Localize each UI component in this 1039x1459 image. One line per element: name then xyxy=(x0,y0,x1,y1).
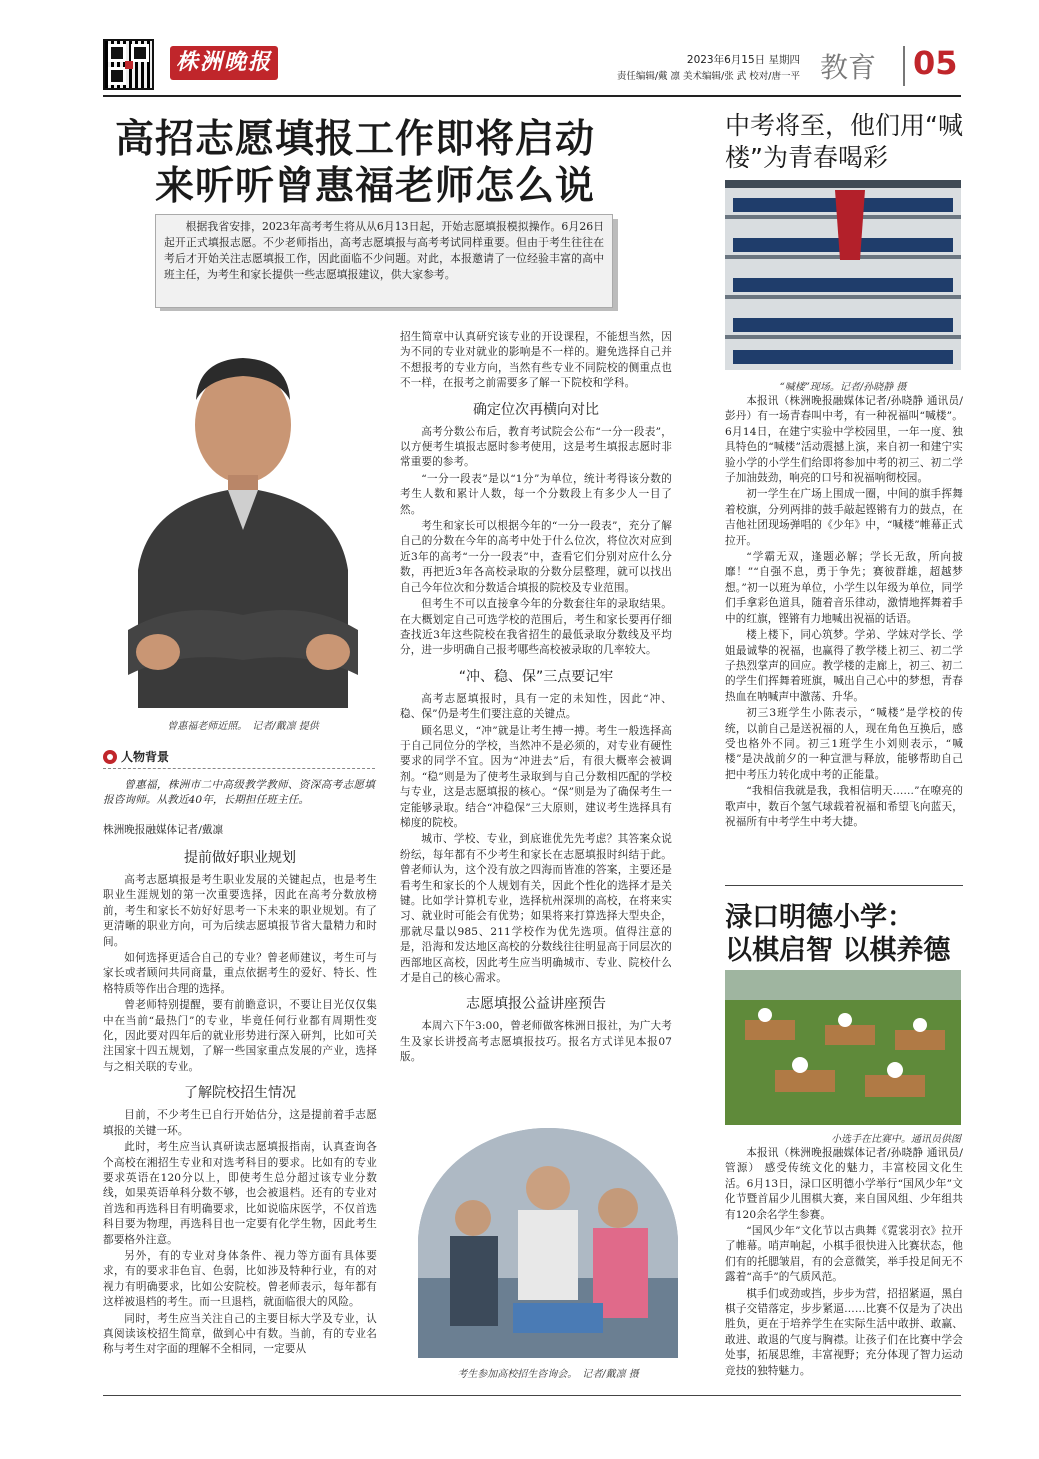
section-heading: 确定位次再横向对比 xyxy=(473,401,599,418)
right-section-rule xyxy=(725,885,963,886)
portrait-photo xyxy=(118,330,368,708)
paragraph: 另外，有的专业对身体条件、视力等方面有具体要求，有的要求非色盲、色弱，比如涉及特种行业，有的对视力有明确要求，比如公安院校。曾老师表示，每年都有这样被退档的考生。而一旦退档，就面临很大的风险。 xyxy=(103,1249,377,1309)
chess-caption: 小选手在比赛中。通讯员供图 xyxy=(831,1134,961,1145)
consultation-caption: 考生参加高校招生咨询会。 记者/戴凛 摄 xyxy=(457,1369,639,1380)
paragraph: 顾名思义，“冲”就是让考生搏一搏。考生一般选择高于自己同位分的学校，当然冲不是必须的，对专业有硬性要求的同学不宜。因为“冲进去”后，有很大概率会被调剂。“稳”则是为了使考生录取到与自己分数相匹配的学校与专业，这是志愿填报的核心。“保”则是为了确保考生一定能够录取。结合“冲稳保”三大原则，建议考生选择具有梯度的院校。 xyxy=(400,724,672,829)
portrait-caption: 曾惠福老师近照。 记者/戴凛 提供 xyxy=(167,721,319,732)
right-top-body xyxy=(725,394,963,831)
section-name: 教育 xyxy=(820,51,877,84)
paragraph: “国风少年”文化节以古典舞《霓裳羽衣》拉开了帷幕。哨声响起，小棋手很快进入比赛状态，他们有的托腮皱眉，有的会意微笑，举手投足间无不露着“高手”的气质风范。 xyxy=(725,1225,963,1284)
middle-column xyxy=(400,330,672,1067)
paragraph: 初三3班学生小陈表示，“喊楼”是学校的传统，以前自己是送祝福的人，现在角色互换后，感受也格外不同。初三1班学生小刘则表示，“喊楼”是决战前夕的一种宣泄与释放，能够帮助自己把中考压力转化成中考的正能量。 xyxy=(725,707,963,781)
paragraph: 棋手们或劲或挡，步步为营，招招紧逼，黑白棋子交错落定，步步紧逼……比赛不仅是为了决出胜负，更在于培养学生在实际生活中敢拼、敢赢、敢进、敢退的气度与胸襟。让孩子们在比赛中学会处事，拓展思维，丰富视野；充分体现了智力运动竞技的独特魅力。 xyxy=(725,1287,963,1377)
paragraph: “一分一段表”是以“1分”为单位，统计考得该分数的考生人数和累计人数，每一个分数段上有多少人一目了然。 xyxy=(400,472,672,516)
school-building-icon xyxy=(725,180,961,370)
paragraph: 高考志愿填报时，具有一定的未知性，因此“冲、稳、保”仍是考生们要注意的关键点。 xyxy=(400,692,672,721)
intro-text: 根据我省安排，2023年高考考生将从从6月13日起，开始志愿填报模拟操作。6月26日起开正式填报志愿。不少老师指出，高考志愿填报与高考考试同样重要。但由于考生往往在考后才开始关注志愿填报工作，因此面临不少问题。对此，本报邀请了一位经验丰富的高中班主任，为考生和家长提供一些志愿填报建议，供大家参考。 xyxy=(164,220,604,281)
issue-date: 2023年6月15日 星期四 xyxy=(686,54,800,66)
crowd-photo-icon xyxy=(418,1128,678,1358)
paragraph: 楼上楼下，同心筑梦。学弟、学妹对学长、学姐最诚挚的祝福，也赢得了教学楼上初三、初二学子热烈掌声的回应。教学楼的走廊上，初三、初二的学生们挥舞着班旗，喊出自己心中的梦想，青春热血在呐喊声中激荡、升华。 xyxy=(725,629,963,703)
section-heading: 志愿填报公益讲座预告 xyxy=(466,996,606,1013)
hanlou-photo xyxy=(725,180,961,370)
qr-code xyxy=(103,39,154,90)
main-headline-line1: 高招志愿填报工作即将启动 xyxy=(115,117,596,162)
mid-section-3 xyxy=(400,993,672,1065)
consultation-photo xyxy=(418,1128,678,1358)
paragraph: 高考分数公布后，教育考试院会公布“一分一段表”，以方便考生填报志愿时参考使用，这是考生填报志愿时非常重要的参考。 xyxy=(400,425,672,469)
right-top-headline-line2: 楼”为青春喝彩 xyxy=(725,143,888,172)
footer-rule xyxy=(103,1395,961,1396)
mid-section-2 xyxy=(400,666,672,987)
right-bottom-headline-line1: 渌口明德小学： xyxy=(725,902,914,933)
left-column xyxy=(103,840,377,1359)
bio-label: 人物背景 xyxy=(103,748,169,765)
bio-text: 曾惠福，株洲市二中高级教学教师、资深高考志愿填报咨询师。从教近40年，长期担任班主任。 xyxy=(103,779,375,807)
byline: 株洲晚报融媒体记者/戴凛 xyxy=(103,824,224,836)
paragraph: 但考生不可以直接拿今年的分数套往年的录取结果。在大概划定自己可选学校的范围后，考生和家长要再仔细查找近3年这些院校在我省招生的最低录取分数线及平均分，进一步明确自己报考哪些高校被录取的几率较大。 xyxy=(400,598,672,657)
paragraph: 本报讯（株洲晚报融媒体记者/孙晓静 通讯员/管源） 感受传统文化的魅力，丰富校园文化生活。6月13日，渌口区明德小学举行“国风少年”文化节暨首届少儿围棋大赛，来自国风组、少年组共有120余名学生参赛。 xyxy=(725,1147,963,1221)
right-bottom-headline-line2: 以棋启智 以棋养德 xyxy=(725,935,951,966)
chess-photo xyxy=(725,970,961,1125)
bio-divider xyxy=(103,768,375,769)
editor-credits: 责任编辑/戴 凛 美术编辑/张 武 校对/唐一平 xyxy=(616,71,800,82)
page-number: 05 xyxy=(913,44,958,82)
right-bottom-body xyxy=(725,1146,963,1380)
paragraph: 考生和家长可以根据今年的“一分一段表”，充分了解自己的分数在今年的高考中处于什么位次，将位次对应到近3年的高考“一分一段表”中，查看它们分别对应什么分数，再把近3年各高校录取的分数分层整理，就可以找出自己今年位次和分数适合填报的院校及专业范围。 xyxy=(400,520,672,594)
section-divider xyxy=(903,46,905,86)
section-heading: 提前做好职业规划 xyxy=(184,850,296,866)
teacher-portrait-icon xyxy=(118,330,368,708)
paragraph: 如何选择更适合自己的专业？曾老师建议，考生可与家长或者顾问共同商量，重点依据考生的爱好、特长、性格特质等作出合理的选择。 xyxy=(103,952,377,995)
paragraph: 曾老师特别提醒，要有前瞻意识，不要让目光仅仅集中在当前“最热门”的专业，毕竟任何行业都有周期性变化，因此要对四年后的就业形势进行深入研判，比如可关注国家十四五规划，了解一些国家重点发展的产业，选择与之相关联的专业。 xyxy=(103,999,377,1073)
paragraph: 招生简章中认真研究该专业的开设课程，不能想当然，因为不同的专业对就业的影响是不一样的。避免选择自己并不想报考的专业方向，当然有些专业不同院校的侧重点也不一样，在报考之前需要多了解一下院校和学科。 xyxy=(400,331,672,390)
bio-label-icon xyxy=(103,750,117,764)
left-section-2 xyxy=(103,1082,377,1358)
newspaper-logo: 株洲晚报 xyxy=(170,46,278,80)
right-top-headline-line1: 中考将至，他们用“喊 xyxy=(725,111,963,140)
paragraph: 高考志愿填报是考生职业发展的关键起点，也是考生职业生涯规划的第一次重要选择，因此在高考分数放榜前，考生和家长不妨好好思考一下未来的职业规划。有了更清晰的职业方向，可为后续志愿填报节省大量精力和时间。 xyxy=(103,874,377,948)
section-heading: 了解院校招生情况 xyxy=(184,1085,296,1102)
paragraph: 此时，考生应当认真研读志愿填报指南，认真查询各个高校在湘招生专业和对选考科目的要求。比如有的专业要求英语在120分以上，即使考生总分超过该专业分数线，如果英语单科分数不够，也会被退档。还有的专业对首选和再选科目有明确要求，比如说临床医学，不仅首选科目要为物理，再选科目也一定要有化学生物，因此考生都要格外注意。 xyxy=(103,1141,377,1246)
paragraph: 城市、学校、专业，到底谁优先先考虑？其答案众说纷纭，每年都有不少考生和家长在志愿填报时纠结于此。曾老师认为，这个没有放之四海而皆准的答案，主要还是看考生和家长的个人规划有关，因此个性化的选择才是关键。比如学计算机专业，选择杭州深圳的高校，在将来实习、就业时可能会有优势；如果将来打算选择大型央企，那就尽量以985、211学校作为优先选项。值得注意的是，沿海和发达地区高校的分数线往往明显高于同层次的西部地区高校，因此考生应当明确城市、专业、院校什么才是自己的核心需求。 xyxy=(400,833,672,985)
chess-match-icon xyxy=(725,970,961,1125)
left-section-1 xyxy=(103,847,377,1075)
paragraph: 本周六下午3:00，曾老师做客株洲日报社，为广大考生及家长讲授高考志愿填报技巧。报名方式详见本报07版。 xyxy=(400,1020,672,1064)
paragraph: 同时，考生应当关注自己的主要目标大学及专业，认真阅读该校招生简章，做到心中有数。当前，有的专业名称与考生对字面的理解不全相同，一定要从 xyxy=(103,1312,377,1356)
section-heading: “冲、稳、保”三点要记牢 xyxy=(458,668,614,685)
main-headline-line2: 来听听曾惠福老师怎么说 xyxy=(155,164,596,209)
masthead-rule xyxy=(103,95,961,97)
paragraph: 初一学生在广场上围成一圈，中间的旗手挥舞着校旗，分列两排的鼓手敲起铿锵有力的鼓点，在吉他社团现场弹唱的《少年》中，“喊楼”帷幕正式拉开。 xyxy=(725,488,963,547)
mid-section-1 xyxy=(400,399,672,659)
intro-box xyxy=(155,214,613,308)
paragraph: 目前，不少考生已自行开始估分，这是提前着手志愿填报的关键一环。 xyxy=(103,1109,377,1137)
hanlou-caption: “喊楼”现场。记者/孙晓静 摄 xyxy=(779,382,907,393)
paragraph: “学霸无双，逢题必解；学长无敌，所向披靡！”“自强不息，勇于争先；赛彼群雄，超越梦想。”初一以班为单位，小学生以年级为单位，同学们手拿彩色道具，随着音乐律动，激情地挥舞着手中的红旗，铿锵有力地喊出祝福的话语。 xyxy=(725,551,963,625)
paragraph: “我相信我就是我，我相信明天……”在嘹亮的歌声中，数百个氢气球载着祝福和希望飞向蓝天，祝福所有中考学生中考大捷。 xyxy=(725,785,963,828)
paragraph: 本报讯（株洲晚报融媒体记者/孙晓静 通讯员/彭丹）有一场青春叫中考，有一种祝福叫“喊楼”。6月14日，在建宁实验中学校园里，一年一度、独具特色的“喊楼”活动震撼上演，来自初一和建宁实验小学的小学生们给即将参加中考的初三、初二学子加油鼓劲，响亮的口号和祝福响彻校园。 xyxy=(725,395,963,485)
